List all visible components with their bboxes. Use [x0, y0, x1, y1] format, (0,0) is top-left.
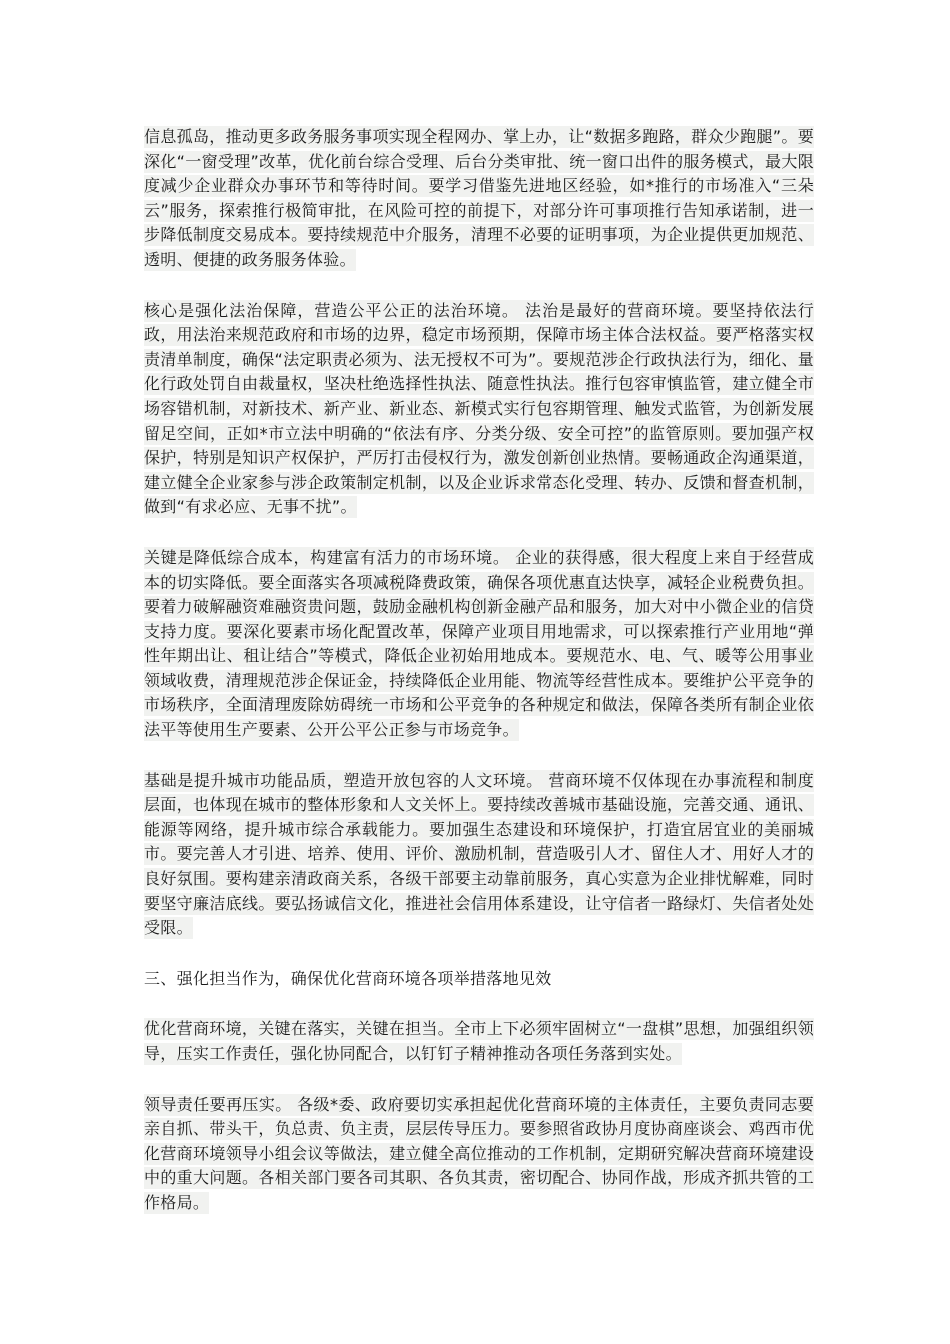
paragraph-rule-of-law — [144, 299, 814, 520]
section-heading — [144, 967, 814, 992]
paragraph-city-quality — [144, 769, 814, 941]
paragraph-text: 优化营商环境，关键在落实，关键在担当。全市上下必须牢固树立“一盘棋”思想，加强组织领导，压实工作责任，强化协同配合，以钉钉子精神推动各项任务落到实处。 — [144, 1019, 814, 1063]
paragraph-text: 关键是降低综合成本，构建富有活力的市场环境。 企业的获得感，很大程度上来自于经营成本的切实降低。要全面落实各项减税降费政策，确保各项优惠直达快享，减轻企业税费负担。要着力破解融资难融资贵问题，鼓励金融机构创新金融产品和服务，加大对中小微企业的信贷支持力度。要深化要素市场化配置改革，保障产业项目用地需求，可以探索推行产业用地“弹性年期出让、租让结合”等模式，降低企业初始用地成本。要规范水、电、气、暖等公用事业领域收费，清理规范涉企保证金，持续降低企业用能、物流等经营性成本。要维护公平竞争的市场秩序，全面清理废除妨碍统一市场和公平竞争的各种规定和做法，保障各类所有制企业依法平等使用生产要素、公开公平公正参与市场竞争。 — [144, 547, 814, 740]
paragraph-text: 信息孤岛，推动更多政务服务事项实现全程网办、掌上办，让“数据多跑路，群众少跑腿”。要深化“一窗受理”改革，优化前台综合受理、后台分类审批、统一窗口出件的服务模式，最大限度减少企业群众办事环节和等待时间。要学习借鉴先进地区经验，如*推行的市场准入“三朵云”服务，探索推行极简审批，在风险可控的前提下，对部分许可事项推行告知承诺制，进一步降低制度交易成本。要持续规范中介服务，清理不必要的证明事项，为企业提供更加规范、透明、便捷的政务服务体验。 — [144, 127, 814, 269]
paragraph-reduce-costs — [144, 546, 814, 743]
document-body — [144, 125, 814, 1242]
paragraph-government-services — [144, 125, 814, 273]
paragraph-text: 核心是强化法治保障，营造公平公正的法治环境。 法治是最好的营商环境。要坚持依法行政，用法治来规范政府和市场的边界，稳定市场预期，保障市场主体合法权益。要严格落实权责清单制度，确保“法定职责必须为、法无授权不可为”。要规范涉企行政执法行为，细化、量化行政处罚自由裁量权，坚决杜绝选择性执法、随意性执法。推行包容审慎监管，建立健全市场容错机制，对新技术、新产业、新业态、新模式实行包容期管理、触发式监管，为创新发展留足空间，正如*市立法中明确的“依法有序、分类分级、安全可控”的监管原则。要加强产权保护，特别是知识产权保护，严厉打击侵权行为，激发创新创业热情。要畅通政企沟通渠道，建立健全企业家参与涉企政策制定机制，以及企业诉求常态化受理、转办、反馈和督查机制，做到“有求必应、无事不扰”。 — [144, 300, 814, 517]
paragraph-text: 基础是提升城市功能品质，塑造开放包容的人文环境。 营商环境不仅体现在办事流程和制度层面，也体现在城市的整体形象和人文关怀上。要持续改善城市基础设施，完善交通、通讯、能源等网络，提升城市综合承载能力。要加强生态建设和环境保护，打造宜居宜业的美丽城市。要完善人才引进、培养、使用、评价、激励机制，营造吸引人才、留住人才、用好人才的良好氛围。要构建亲清政商关系，各级干部要主动靠前服务，真心实意为企业排忧解难，同时要坚守廉洁底线。要弘扬诚信文化，推进社会信用体系建设，让守信者一路绿灯、失信者处处受限。 — [144, 770, 814, 938]
section-heading-text: 三、强化担当作为，确保优化营商环境各项举措落地见效 — [144, 968, 552, 988]
paragraph-implementation — [144, 1017, 814, 1066]
paragraph-text: 领导责任要再压实。 各级*委、政府要切实承担起优化营商环境的主体责任，主要负责同志要亲自抓、带头干，负总责、负主责，层层传导压力。要参照省政协月度协商座谈会、鸡西市优化营商环境领导小组会议等做法，建立健全高位推动的工作机制，定期研究解决营商环境建设中的重大问题。各相关部门要各司其职、各负其责，密切配合、协同作战，形成齐抓共管的工作格局。 — [144, 1094, 814, 1212]
paragraph-leadership-responsibility — [144, 1093, 814, 1216]
